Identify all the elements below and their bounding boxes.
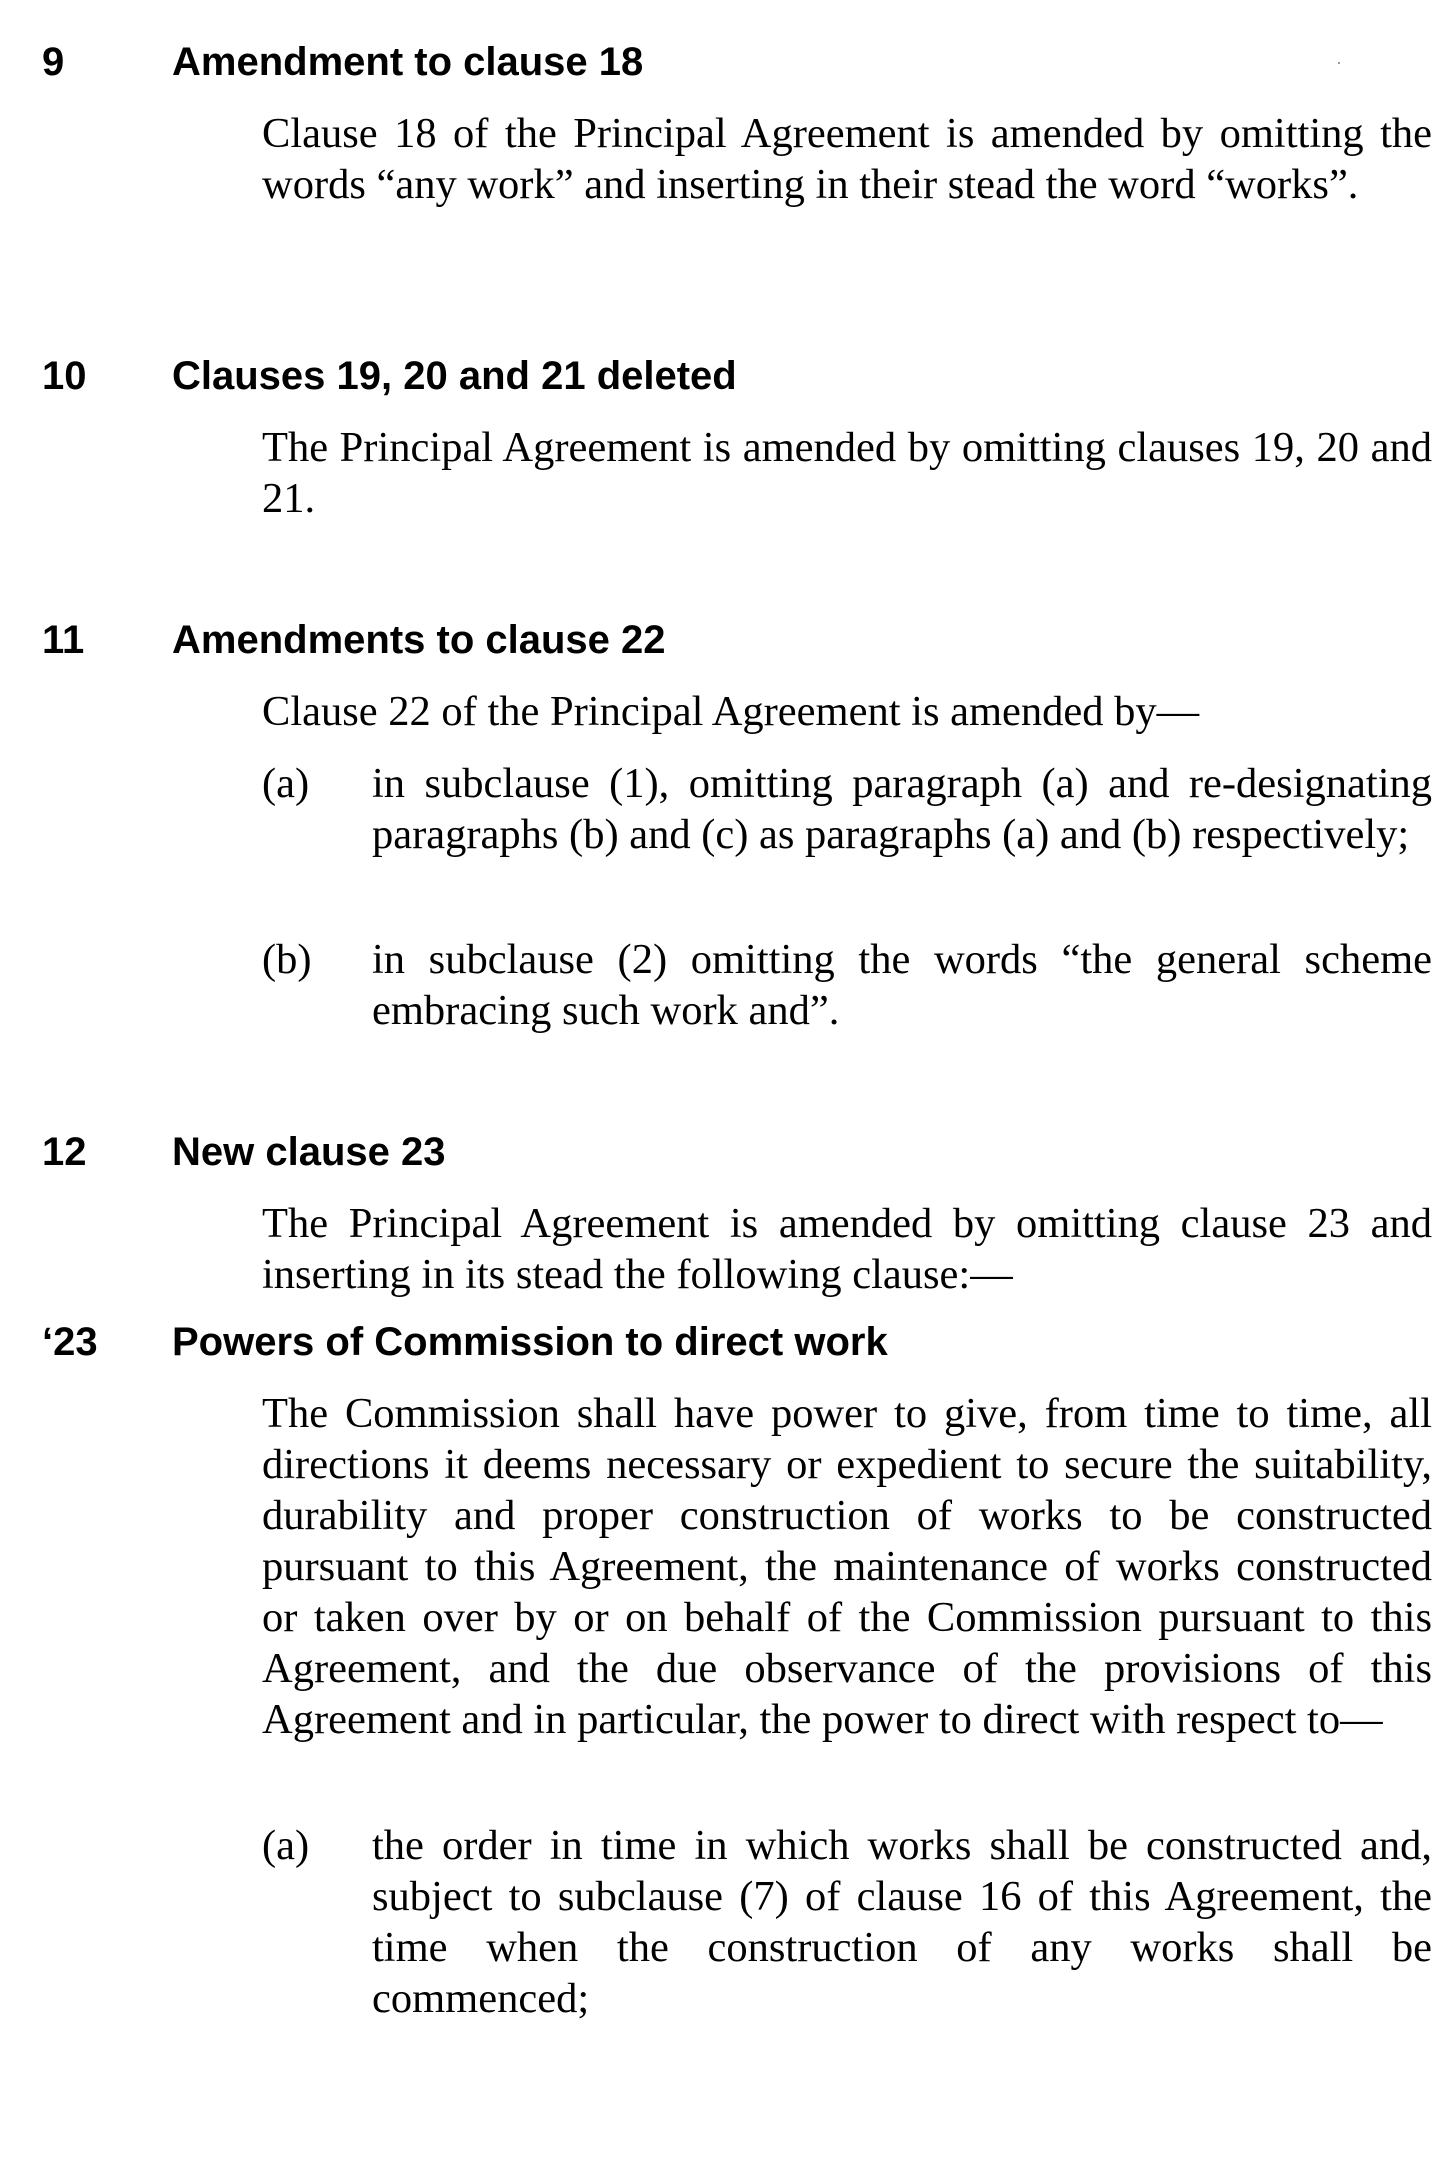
section-heading: Clauses 19, 20 and 21 deleted (172, 354, 737, 398)
section-body: Clause 18 of the Principal Agreement is amended by omitting the words “any work” and inserting in their stead the word “works”. (262, 110, 1432, 208)
section-body: The Commission shall have power to give, from time to time, all directions it deems necessary or expedient to secure the suitability, durability and proper construction of works to be constructed pursuant to this Agreement, the maintenance of works constructed or taken over by or on behalf of the Commission pursuant to this Agreement, and the due observance of the provisions of this Agreement and in particular, the power to direct with respect to— (262, 1390, 1432, 1743)
section-heading: New clause 23 (172, 1130, 446, 1174)
item-label: (a) (262, 760, 310, 807)
item-text: the order in time in which works shall be constructed and, subject to subclause (7) of clause 16 of this Agreement, the time when the construction of any works shall be commenced; (372, 1822, 1432, 2022)
section-body: The Principal Agreement is amended by omitting clause 23 and inserting in its stead the following clause:— (262, 1200, 1432, 1298)
section-number: ‘23 (42, 1320, 98, 1364)
scan-speck (1338, 62, 1340, 64)
section-number: 9 (42, 40, 65, 84)
section-heading: Powers of Commission to direct work (172, 1320, 888, 1364)
section-body: Clause 22 of the Principal Agreement is amended by— (262, 688, 1200, 735)
item-label: (a) (262, 1822, 310, 1869)
section-body: The Principal Agreement is amended by omitting clauses 19, 20 and 21. (262, 424, 1432, 522)
item-text: in subclause (2) omitting the words “the general scheme embracing such work and”. (372, 936, 1432, 1034)
section-number: 11 (42, 618, 85, 662)
item-label: (b) (262, 936, 312, 983)
section-heading: Amendments to clause 22 (172, 618, 666, 662)
item-text: in subclause (1), omitting paragraph (a) and re-designating paragraphs (b) and (c) as paragraphs (a) and (b) respectively; (372, 760, 1432, 858)
section-number: 10 (42, 354, 87, 398)
section-number: 12 (42, 1130, 87, 1174)
section-heading: Amendment to clause 18 (172, 40, 644, 84)
